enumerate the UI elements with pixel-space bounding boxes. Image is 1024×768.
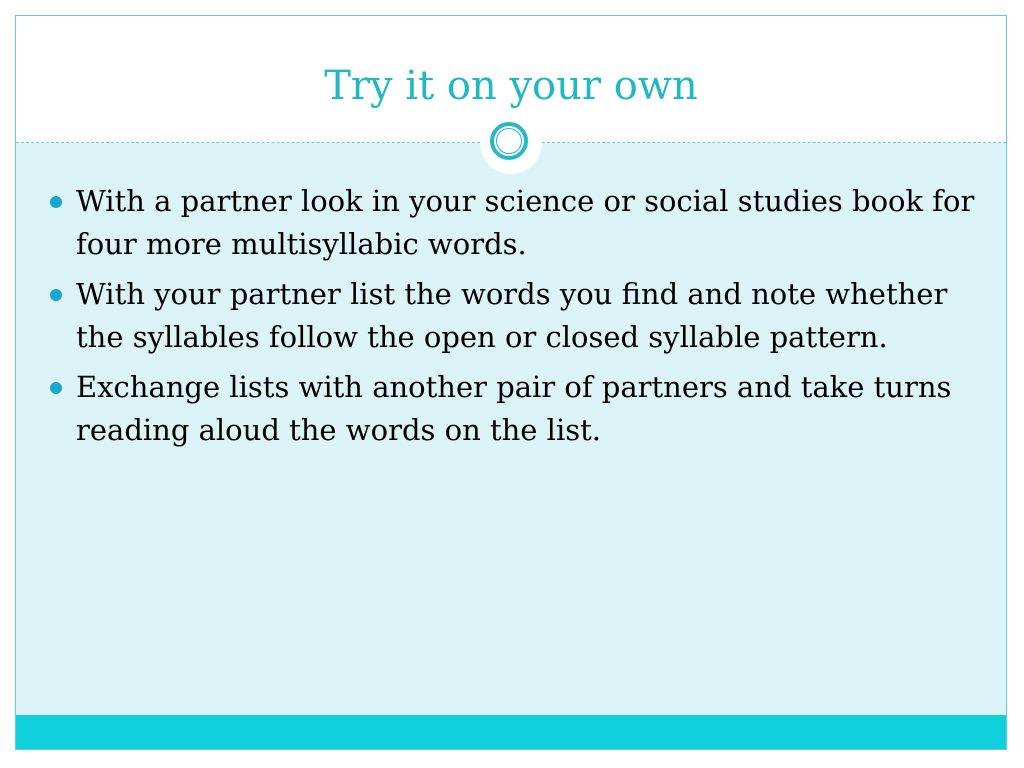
bullet-item xyxy=(48,273,988,359)
bullet-item xyxy=(48,180,988,266)
bullet-item xyxy=(48,366,988,452)
bullet-text: Exchange lists with another pair of partners and take turns reading aloud the words on the list. xyxy=(76,370,952,447)
footer-bar xyxy=(16,715,1006,749)
bullet-dot-icon xyxy=(50,196,62,208)
bullet-text: With your partner list the words you find and note whether the syllables follow the open or closed syllable pattern. xyxy=(76,277,948,354)
bullet-dot-icon xyxy=(50,289,62,301)
bullet-dot-icon xyxy=(50,382,62,394)
circle-inner-ring xyxy=(496,128,522,154)
slide-title: Try it on your own xyxy=(324,63,698,109)
bullet-text: With a partner look in your science or social studies book for four more multisyllabic words. xyxy=(76,184,975,261)
bullet-list xyxy=(48,180,988,459)
